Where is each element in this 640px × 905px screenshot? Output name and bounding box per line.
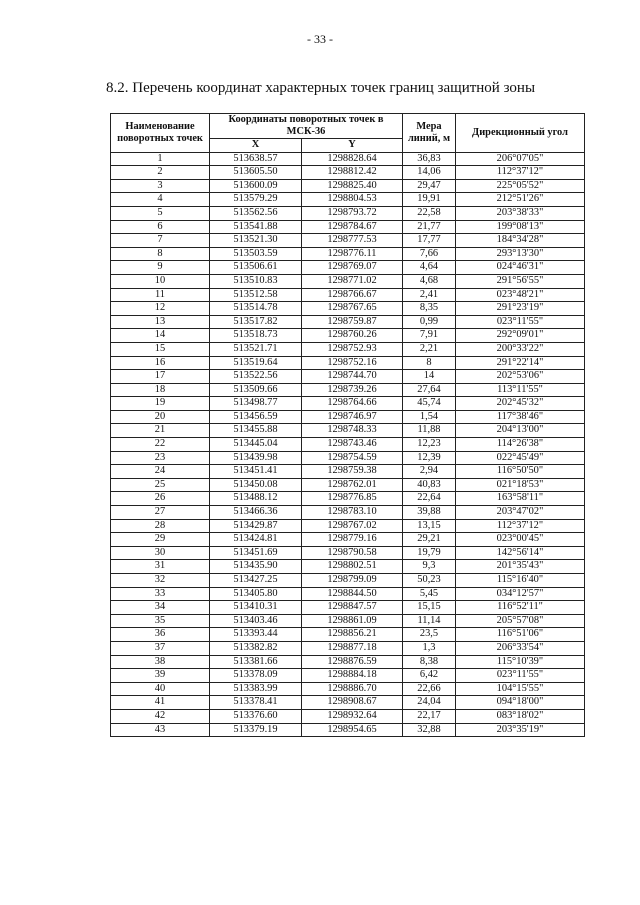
x-coordinate-cell: 513522.56 [210,370,302,384]
point-number-cell: 37 [111,641,210,655]
line-length-cell: 19,79 [403,546,456,560]
x-coordinate-cell: 513378.41 [210,696,302,710]
point-number-cell: 24 [111,465,210,479]
table-row [111,193,585,207]
table-row [111,655,585,669]
line-length-cell: 17,77 [403,234,456,248]
direction-angle-cell: 200°33'22" [456,342,585,356]
x-coordinate-cell: 513509.66 [210,383,302,397]
y-coordinate-cell: 1298759.38 [302,465,403,479]
point-number-cell: 10 [111,274,210,288]
line-length-cell: 0,99 [403,315,456,329]
direction-angle-cell: 163°58'11" [456,492,585,506]
line-length-cell: 2,21 [403,342,456,356]
y-coordinate-cell: 1298783.10 [302,506,403,520]
line-length-cell: 22,64 [403,492,456,506]
direction-angle-cell: 083°18'02" [456,709,585,723]
point-number-cell: 14 [111,329,210,343]
y-coordinate-cell: 1298799.09 [302,574,403,588]
line-length-cell: 6,42 [403,669,456,683]
table-row [111,302,585,316]
point-number-cell: 11 [111,288,210,302]
x-coordinate-cell: 513514.78 [210,302,302,316]
x-coordinate-cell: 513424.81 [210,533,302,547]
table-row [111,356,585,370]
line-length-cell: 21,77 [403,220,456,234]
table-row [111,261,585,275]
point-number-cell: 42 [111,709,210,723]
line-length-cell: 24,04 [403,696,456,710]
y-coordinate-cell: 1298908.67 [302,696,403,710]
header-x: X [210,139,302,153]
table-row [111,478,585,492]
point-number-cell: 19 [111,397,210,411]
y-coordinate-cell: 1298804.53 [302,193,403,207]
direction-angle-cell: 291°22'14" [456,356,585,370]
x-coordinate-cell: 513519.64 [210,356,302,370]
x-coordinate-cell: 513451.69 [210,546,302,560]
table-row [111,709,585,723]
table-row [111,587,585,601]
line-length-cell: 36,83 [403,152,456,166]
y-coordinate-cell: 1298748.33 [302,424,403,438]
line-length-cell: 11,88 [403,424,456,438]
y-coordinate-cell: 1298784.67 [302,220,403,234]
point-number-cell: 31 [111,560,210,574]
point-number-cell: 1 [111,152,210,166]
table-row [111,492,585,506]
x-coordinate-cell: 513517.82 [210,315,302,329]
x-coordinate-cell: 513455.88 [210,424,302,438]
line-length-cell: 40,83 [403,478,456,492]
table-row [111,397,585,411]
point-number-cell: 43 [111,723,210,737]
y-coordinate-cell: 1298759.87 [302,315,403,329]
table-row [111,315,585,329]
line-length-cell: 50,23 [403,574,456,588]
table-row [111,220,585,234]
page-number: - 33 - [307,32,333,46]
table-body [111,152,585,737]
line-length-cell: 14 [403,370,456,384]
table-row [111,342,585,356]
table-row [111,410,585,424]
direction-angle-cell: 201°35'43" [456,560,585,574]
table-row [111,247,585,261]
direction-angle-cell: 104°15'55" [456,682,585,696]
line-length-cell: 19,91 [403,193,456,207]
point-number-cell: 18 [111,383,210,397]
y-coordinate-cell: 1298776.85 [302,492,403,506]
point-number-cell: 4 [111,193,210,207]
line-length-cell: 12,23 [403,438,456,452]
line-length-cell: 22,58 [403,206,456,220]
y-coordinate-cell: 1298762.01 [302,478,403,492]
point-number-cell: 33 [111,587,210,601]
point-number-cell: 22 [111,438,210,452]
table-row [111,533,585,547]
coordinates-table [110,113,585,737]
point-number-cell: 23 [111,451,210,465]
table-row [111,424,585,438]
line-length-cell: 39,88 [403,506,456,520]
x-coordinate-cell: 513600.09 [210,179,302,193]
x-coordinate-cell: 513541.88 [210,220,302,234]
y-coordinate-cell: 1298828.64 [302,152,403,166]
direction-angle-cell: 203°38'33" [456,206,585,220]
point-number-cell: 20 [111,410,210,424]
y-coordinate-cell: 1298754.59 [302,451,403,465]
point-number-cell: 12 [111,302,210,316]
direction-angle-cell: 202°45'32" [456,397,585,411]
point-number-cell: 9 [111,261,210,275]
y-coordinate-cell: 1298802.51 [302,560,403,574]
table-row [111,152,585,166]
x-coordinate-cell: 513488.12 [210,492,302,506]
direction-angle-cell: 034°12'57" [456,587,585,601]
table-row [111,288,585,302]
line-length-cell: 8,38 [403,655,456,669]
point-number-cell: 30 [111,546,210,560]
table-row [111,669,585,683]
line-length-cell: 27,64 [403,383,456,397]
direction-angle-cell: 203°35'19" [456,723,585,737]
y-coordinate-cell: 1298884.18 [302,669,403,683]
x-coordinate-cell: 513456.59 [210,410,302,424]
line-length-cell: 22,17 [403,709,456,723]
point-number-cell: 32 [111,574,210,588]
line-length-cell: 29,21 [403,533,456,547]
direction-angle-cell: 206°33'54" [456,641,585,655]
x-coordinate-cell: 513512.58 [210,288,302,302]
line-length-cell: 23,5 [403,628,456,642]
direction-angle-cell: 023°11'55" [456,669,585,683]
y-coordinate-cell: 1298760.26 [302,329,403,343]
line-length-cell: 11,14 [403,614,456,628]
x-coordinate-cell: 513445.04 [210,438,302,452]
table-row [111,628,585,642]
table-row [111,451,585,465]
direction-angle-cell: 202°53'06" [456,370,585,384]
direction-angle-cell: 023°00'45" [456,533,585,547]
direction-angle-cell: 203°47'02" [456,506,585,520]
x-coordinate-cell: 513466.36 [210,506,302,520]
y-coordinate-cell: 1298743.46 [302,438,403,452]
header-coordinates: Координаты поворотных точек в МСК-36 [210,114,403,139]
x-coordinate-cell: 513498.77 [210,397,302,411]
line-length-cell: 13,15 [403,519,456,533]
direction-angle-cell: 212°51'26" [456,193,585,207]
point-number-cell: 5 [111,206,210,220]
direction-angle-cell: 204°13'00" [456,424,585,438]
x-coordinate-cell: 513451.41 [210,465,302,479]
direction-angle-cell: 116°50'50" [456,465,585,479]
direction-angle-cell: 116°52'11" [456,601,585,615]
table-row [111,519,585,533]
direction-angle-cell: 021°18'53" [456,478,585,492]
point-number-cell: 34 [111,601,210,615]
table-row [111,465,585,479]
table-row [111,696,585,710]
y-coordinate-cell: 1298779.16 [302,533,403,547]
y-coordinate-cell: 1298776.11 [302,247,403,261]
line-length-cell: 5,45 [403,587,456,601]
x-coordinate-cell: 513503.59 [210,247,302,261]
point-number-cell: 29 [111,533,210,547]
table-row [111,546,585,560]
y-coordinate-cell: 1298954.65 [302,723,403,737]
direction-angle-cell: 206°07'05" [456,152,585,166]
x-coordinate-cell: 513429.87 [210,519,302,533]
direction-angle-cell: 113°11'55" [456,383,585,397]
section-title: 8.2. Перечень координат характерных точек границ защитной зоны [106,80,536,96]
direction-angle-cell: 023°11'55" [456,315,585,329]
x-coordinate-cell: 513376.60 [210,709,302,723]
point-number-cell: 8 [111,247,210,261]
table-row [111,723,585,737]
point-number-cell: 25 [111,478,210,492]
line-length-cell: 12,39 [403,451,456,465]
line-length-cell: 7,91 [403,329,456,343]
table-row [111,601,585,615]
point-number-cell: 3 [111,179,210,193]
y-coordinate-cell: 1298752.16 [302,356,403,370]
x-coordinate-cell: 513382.82 [210,641,302,655]
line-length-cell: 45,74 [403,397,456,411]
point-number-cell: 36 [111,628,210,642]
x-coordinate-cell: 513605.50 [210,166,302,180]
x-coordinate-cell: 513521.71 [210,342,302,356]
direction-angle-cell: 112°37'12" [456,166,585,180]
x-coordinate-cell: 513427.25 [210,574,302,588]
table-row [111,370,585,384]
direction-angle-cell: 291°23'19" [456,302,585,316]
table-row [111,560,585,574]
y-coordinate-cell: 1298812.42 [302,166,403,180]
y-coordinate-cell: 1298844.50 [302,587,403,601]
y-coordinate-cell: 1298856.21 [302,628,403,642]
line-length-cell: 15,15 [403,601,456,615]
x-coordinate-cell: 513381.66 [210,655,302,669]
y-coordinate-cell: 1298752.93 [302,342,403,356]
x-coordinate-cell: 513378.09 [210,669,302,683]
direction-angle-cell: 023°48'21" [456,288,585,302]
y-coordinate-cell: 1298746.97 [302,410,403,424]
point-number-cell: 16 [111,356,210,370]
direction-angle-cell: 291°56'55" [456,274,585,288]
direction-angle-cell: 225°05'52" [456,179,585,193]
y-coordinate-cell: 1298847.57 [302,601,403,615]
direction-angle-cell: 115°16'40" [456,574,585,588]
line-length-cell: 29,47 [403,179,456,193]
y-coordinate-cell: 1298886.70 [302,682,403,696]
x-coordinate-cell: 513506.61 [210,261,302,275]
table-row [111,206,585,220]
y-coordinate-cell: 1298825.40 [302,179,403,193]
point-number-cell: 39 [111,669,210,683]
direction-angle-cell: 022°45'49" [456,451,585,465]
point-number-cell: 28 [111,519,210,533]
y-coordinate-cell: 1298790.58 [302,546,403,560]
point-number-cell: 27 [111,506,210,520]
y-coordinate-cell: 1298766.67 [302,288,403,302]
line-length-cell: 8 [403,356,456,370]
x-coordinate-cell: 513383.99 [210,682,302,696]
y-coordinate-cell: 1298739.26 [302,383,403,397]
line-length-cell: 4,68 [403,274,456,288]
y-coordinate-cell: 1298764.66 [302,397,403,411]
table-row [111,234,585,248]
y-coordinate-cell: 1298876.59 [302,655,403,669]
y-coordinate-cell: 1298777.53 [302,234,403,248]
direction-angle-cell: 142°56'14" [456,546,585,560]
direction-angle-cell: 117°38'46" [456,410,585,424]
table-row [111,614,585,628]
x-coordinate-cell: 513521.30 [210,234,302,248]
x-coordinate-cell: 513518.73 [210,329,302,343]
line-length-cell: 2,41 [403,288,456,302]
point-number-cell: 41 [111,696,210,710]
point-number-cell: 2 [111,166,210,180]
direction-angle-cell: 114°26'38" [456,438,585,452]
x-coordinate-cell: 513562.56 [210,206,302,220]
point-number-cell: 7 [111,234,210,248]
direction-angle-cell: 293°13'30" [456,247,585,261]
x-coordinate-cell: 513638.57 [210,152,302,166]
y-coordinate-cell: 1298771.02 [302,274,403,288]
direction-angle-cell: 024°46'31" [456,261,585,275]
line-length-cell: 2,94 [403,465,456,479]
point-number-cell: 17 [111,370,210,384]
direction-angle-cell: 094°18'00" [456,696,585,710]
point-number-cell: 38 [111,655,210,669]
table-row [111,641,585,655]
y-coordinate-cell: 1298793.72 [302,206,403,220]
direction-angle-cell: 112°37'12" [456,519,585,533]
table-row [111,574,585,588]
header-direction-angle: Дирекционный угол [456,114,585,153]
header-line-length: Мера линий, м [403,114,456,153]
y-coordinate-cell: 1298744.70 [302,370,403,384]
x-coordinate-cell: 513579.29 [210,193,302,207]
direction-angle-cell: 205°57'08" [456,614,585,628]
y-coordinate-cell: 1298769.07 [302,261,403,275]
y-coordinate-cell: 1298877.18 [302,641,403,655]
line-length-cell: 4,64 [403,261,456,275]
point-number-cell: 6 [111,220,210,234]
x-coordinate-cell: 513439.98 [210,451,302,465]
x-coordinate-cell: 513510.83 [210,274,302,288]
x-coordinate-cell: 513379.19 [210,723,302,737]
line-length-cell: 1,54 [403,410,456,424]
line-length-cell: 22,66 [403,682,456,696]
header-point-name: Наименование поворотных точек [111,114,210,153]
table-row [111,438,585,452]
header-y: Y [302,139,403,153]
x-coordinate-cell: 513403.46 [210,614,302,628]
line-length-cell: 8,35 [403,302,456,316]
x-coordinate-cell: 513405.80 [210,587,302,601]
point-number-cell: 13 [111,315,210,329]
line-length-cell: 7,66 [403,247,456,261]
line-length-cell: 9,3 [403,560,456,574]
direction-angle-cell: 116°51'06" [456,628,585,642]
y-coordinate-cell: 1298767.02 [302,519,403,533]
table-row [111,274,585,288]
line-length-cell: 1,3 [403,641,456,655]
direction-angle-cell: 115°10'39" [456,655,585,669]
x-coordinate-cell: 513450.08 [210,478,302,492]
line-length-cell: 32,88 [403,723,456,737]
table-row [111,329,585,343]
point-number-cell: 21 [111,424,210,438]
table-row [111,506,585,520]
direction-angle-cell: 292°09'01" [456,329,585,343]
y-coordinate-cell: 1298767.65 [302,302,403,316]
table-row [111,179,585,193]
y-coordinate-cell: 1298861.09 [302,614,403,628]
point-number-cell: 26 [111,492,210,506]
x-coordinate-cell: 513410.31 [210,601,302,615]
direction-angle-cell: 184°34'28" [456,234,585,248]
point-number-cell: 35 [111,614,210,628]
x-coordinate-cell: 513393.44 [210,628,302,642]
table-row [111,166,585,180]
direction-angle-cell: 199°08'13" [456,220,585,234]
x-coordinate-cell: 513435.90 [210,560,302,574]
line-length-cell: 14,06 [403,166,456,180]
point-number-cell: 40 [111,682,210,696]
table-row [111,682,585,696]
y-coordinate-cell: 1298932.64 [302,709,403,723]
table-row [111,383,585,397]
point-number-cell: 15 [111,342,210,356]
